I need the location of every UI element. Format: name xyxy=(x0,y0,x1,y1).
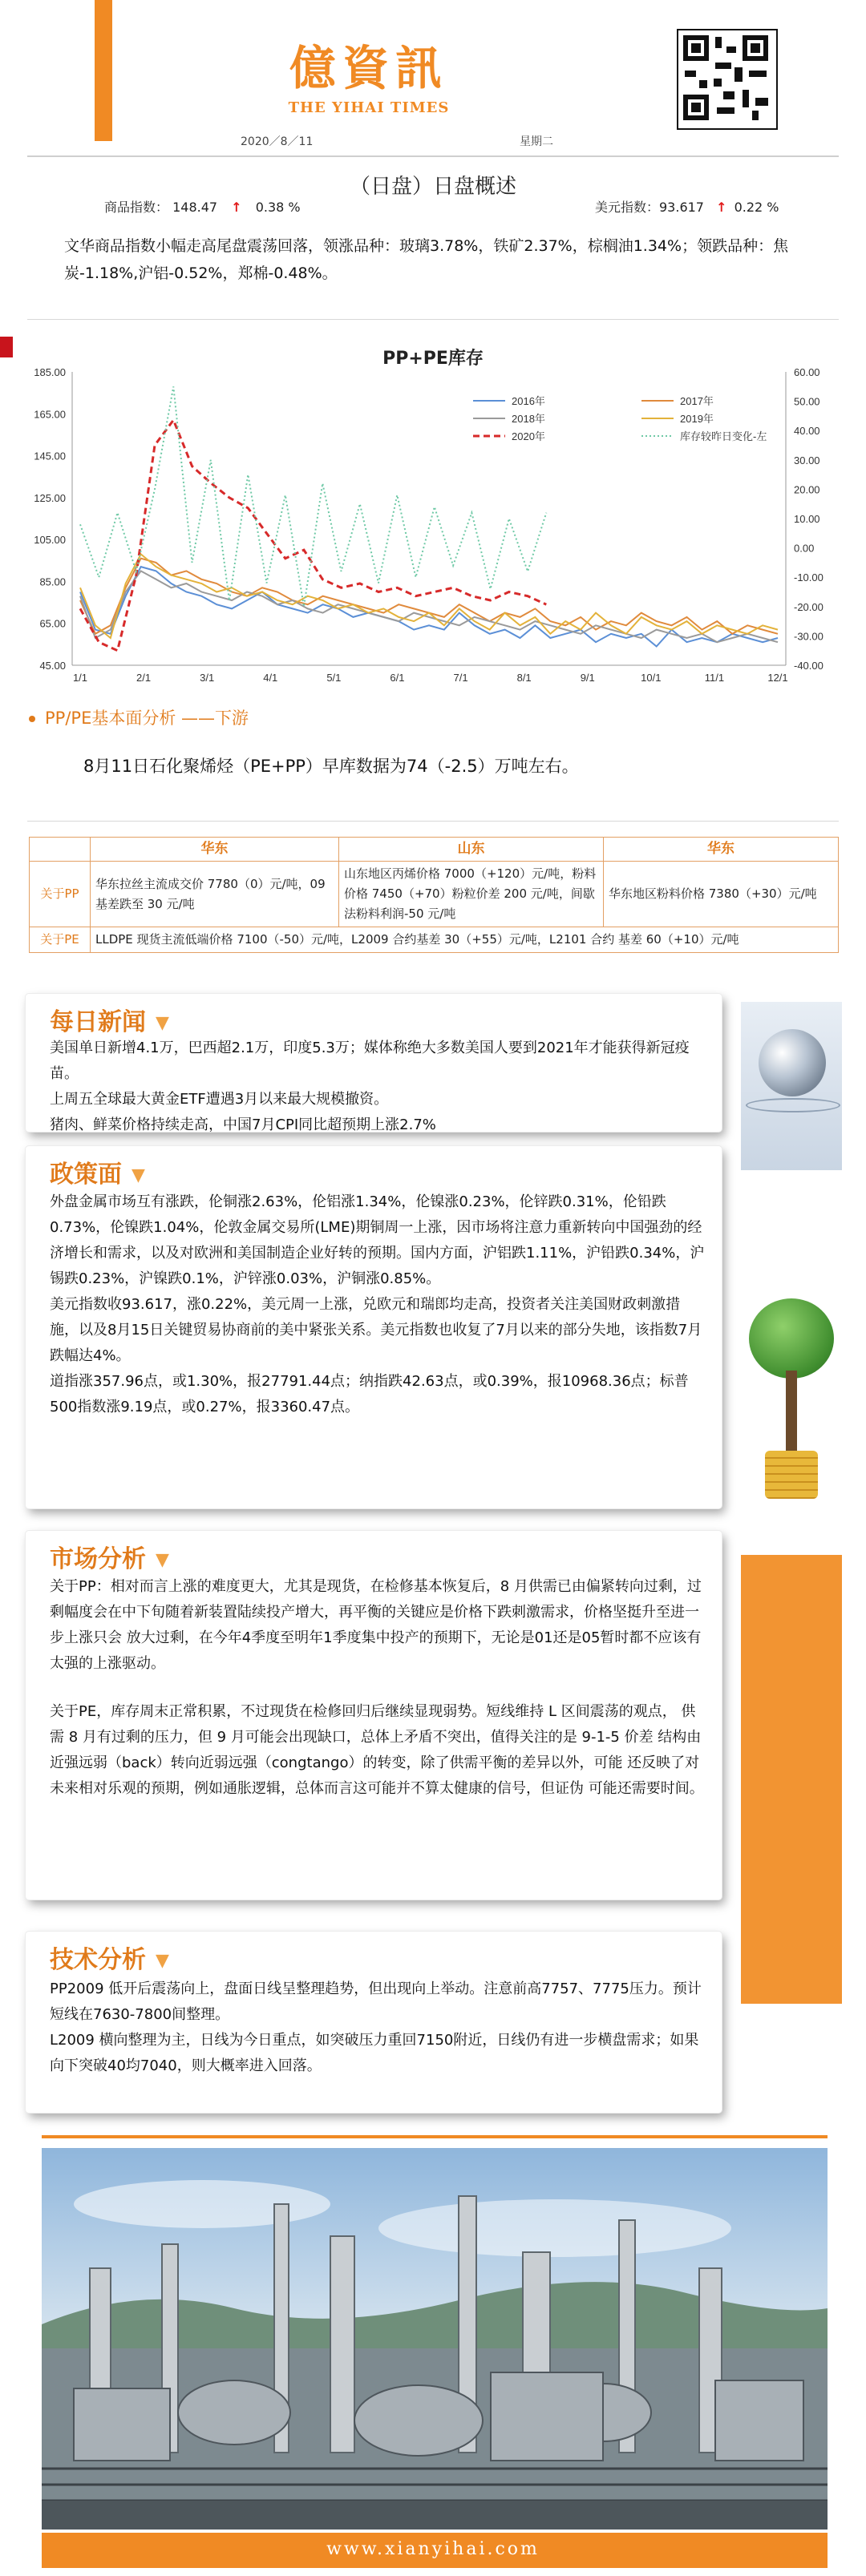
daily-news-body xyxy=(50,1036,707,1132)
footer-rule xyxy=(42,2135,828,2138)
y-tick-label-left: 65.00 xyxy=(39,617,66,630)
region-header: 山东 xyxy=(339,838,604,862)
y-tick-label-left: 125.00 xyxy=(34,491,66,504)
series-line xyxy=(80,386,546,607)
x-tick-label: 10/1 xyxy=(641,672,662,684)
y-tick-label-right: -40.00 xyxy=(794,660,824,672)
news-item: 美国单日新增4.1万，巴西超2.1万，印度5.3万；媒体称绝大多数美国人要到2021年才能获得新冠疫苗。 xyxy=(50,1040,690,1082)
market-analysis-section xyxy=(26,1531,722,1900)
y-tick-label-left: 145.00 xyxy=(34,450,66,462)
policy-paragraph: 道指涨357.96点，或1.30%，报27791.44点；纳指跌42.63点，或0.39%，报10968.36点；标普500指数涨9.19点，或0.27%，报3360.47点。 xyxy=(50,1373,689,1415)
usd-index-label: 美元指数：93.617 xyxy=(595,200,704,215)
chevron-down-icon: ▼ xyxy=(156,1550,169,1570)
x-tick-label: 7/1 xyxy=(453,672,468,684)
table-cell: 山东地区丙烯价格 7000（+120）元/吨，粉料价格 7450（+70）粉粒价差 200 元/吨，间歇 法粉料利润-50 元/吨 xyxy=(339,862,604,927)
commodity-index-change: 0.38 % xyxy=(255,200,301,215)
issue-date: 2020／8／11 xyxy=(241,135,314,148)
table-header-row xyxy=(30,838,839,862)
policy-body xyxy=(50,1189,707,1420)
x-tick-label: 4/1 xyxy=(263,672,278,684)
market-analysis-body xyxy=(50,1574,707,1802)
table-cell: 华东拉丝主流成交价 7780（0）元/吨，09 基差跌至 30 元/吨 xyxy=(91,862,339,927)
legend-label: 2019年 xyxy=(680,413,714,425)
commodity-index-value: 148.47 xyxy=(172,200,218,215)
table-row xyxy=(30,927,839,953)
legend-label: 2017年 xyxy=(680,395,714,407)
refinery-photo xyxy=(42,2148,828,2530)
region-header: 华东 xyxy=(91,838,339,862)
technical-paragraph: L2009 横向整理为主，日线为今日重点，如突破压力重回7150附近，日线仍有进一步横盘需求；如果向下突破40均7040，则大概率进入回落。 xyxy=(50,2032,699,2074)
x-tick-label: 5/1 xyxy=(326,672,342,684)
x-tick-label: 1/1 xyxy=(72,672,88,684)
technical-analysis-section xyxy=(26,1932,722,2113)
daily-news-title-text: 每日新闻 xyxy=(50,1008,146,1036)
orange-sidebar-block xyxy=(741,1555,842,2004)
technical-analysis-title-text: 技术分析 xyxy=(50,1946,146,1974)
usd-index xyxy=(595,197,779,216)
chevron-down-icon: ▼ xyxy=(156,1013,169,1033)
footer xyxy=(0,2533,866,2576)
y-tick-label-right: 10.00 xyxy=(794,513,820,525)
technical-analysis-body xyxy=(50,1976,707,2079)
technical-paragraph: PP2009 低开后震荡向上，盘面日线呈整理趋势，但出现向上举动。注意前高7757、7775压力。预计短线在7630-7800间整理。 xyxy=(50,1980,702,2023)
policy-title-text: 政策面 xyxy=(50,1161,122,1189)
y-tick-label-right: -30.00 xyxy=(794,630,824,643)
policy-title xyxy=(50,1154,145,1189)
market-paragraph: 关于PP：相对而言上涨的难度更大，尤其是现货，在检修基本恢复后，8 月供需已由偏紧转向过剩，过剩幅度会在中下旬随着新装置陆续投产增大，再平衡的关键应是价格下跌刺激需求，价格坚挺升至进一步上涨只会 放大过剩，在今年4季度至明年1季度集中投产的预期下，无论是01还是05暂时都不应该有太强的上涨驱动。 xyxy=(50,1578,702,1672)
table-cell: LLDPE 现货主流低端价格 7100（-50）元/吨，L2009 合约基差 30（+55）元/吨，L2101 合约 基差 60（+10）元/吨 xyxy=(91,927,839,953)
commodity-index xyxy=(104,197,301,216)
globe-image xyxy=(741,1002,842,1170)
issue-weekday: 星期二 xyxy=(520,135,553,148)
legend-label: 库存较昨日变化-左 xyxy=(680,430,767,442)
pp-pe-heading xyxy=(29,705,249,729)
policy-paragraph: 美元指数收93.617，涨0.22%，美元周一上涨，兑欧元和瑞郎均走高，投资者关注美国财政刺激措施，以及8月15日关键贸易协商前的美中紧张关系。美元指数也收复了7月以来的部分失地，该指数7月跌幅达4%。 xyxy=(50,1296,702,1364)
daily-overview xyxy=(0,160,866,321)
row-label-pp: 关于PP xyxy=(30,862,91,927)
legend-label: 2016年 xyxy=(512,395,545,407)
news-item: 上周五全球最大黄金ETF遭遇3月以来最大规模撤资。 xyxy=(50,1091,389,1108)
y-tick-label-left: 45.00 xyxy=(39,660,66,672)
legend-label: 2020年 xyxy=(512,430,545,442)
refinery-illustration xyxy=(42,2148,828,2530)
table-cell: 华东地区粉料价格 7380（+30）元/吨 xyxy=(604,862,839,927)
overview-divider xyxy=(27,319,839,320)
logo xyxy=(241,40,497,116)
pp-pe-divider xyxy=(27,821,839,822)
y-tick-label-left: 165.00 xyxy=(34,408,66,421)
logo-chinese: 億資訊 xyxy=(289,41,448,95)
x-tick-label: 11/1 xyxy=(704,672,725,684)
region-header: 华东 xyxy=(604,838,839,862)
usd-index-change: 0.22 % xyxy=(734,200,779,215)
chart-title: PP+PE库存 xyxy=(382,349,484,369)
y-tick-label-right: 0.00 xyxy=(794,542,815,555)
qr-code-icon xyxy=(677,29,778,130)
up-arrow-icon: ↑ xyxy=(716,200,727,215)
overview-title: （日盘）日盘概述 xyxy=(349,175,516,199)
overview-text: 文华商品指数小幅走高尾盘震荡回落，领涨品种：玻璃3.78%，铁矿2.37%，棕榈油1.34%；领跌品种：焦炭-1.18%,沪铝-0.52%，郑棉-0.48%。 xyxy=(64,237,789,282)
daily-news-section xyxy=(26,994,722,1132)
x-tick-label: 3/1 xyxy=(200,672,215,684)
series-line xyxy=(80,420,546,651)
up-arrow-icon: ↑ xyxy=(231,200,242,215)
y-tick-label-left: 105.00 xyxy=(34,534,66,547)
legend-label: 2018年 xyxy=(512,413,545,425)
pp-pe-heading-text: PP/PE基本面分析 ——下游 xyxy=(45,709,249,728)
x-tick-label: 6/1 xyxy=(390,672,405,684)
table-corner xyxy=(30,838,91,862)
commodity-index-label: 商品指数： xyxy=(104,200,169,215)
dot-icon xyxy=(29,716,35,722)
y-tick-label-left: 185.00 xyxy=(34,366,66,378)
y-tick-label-right: 30.00 xyxy=(794,454,820,466)
masthead-divider xyxy=(27,155,839,157)
market-analysis-title xyxy=(50,1539,169,1574)
y-tick-label-right: 40.00 xyxy=(794,425,820,438)
technical-analysis-title xyxy=(50,1940,169,1975)
x-tick-label: 12/1 xyxy=(767,672,788,684)
market-analysis-title-text: 市场分析 xyxy=(50,1545,146,1573)
news-item: 猪肉、鲜菜价格持续走高，中国7月CPI同比超预期上涨2.7% xyxy=(50,1116,436,1132)
table-row xyxy=(30,862,839,927)
market-paragraph: 关于PE，库存周末正常积累，不过现货在检修回归后继续显现弱势。短线维持 L 区间震荡的观点， 供需 8 月有过剩的压力，但 9 月可能会出现缺口，总体上矛盾不突出，值得关注的是 9-1-5 价差 结构由近强远弱（back）转向近弱远强（congtango）的转变，除了供需平衡的差异以外，可能 还反映了对未来相对乐观的预期，例如通胀逻辑，总体而言这可能并不算太健康的信号，但证伪 可能还需要时间。 xyxy=(50,1703,704,1797)
policy-section xyxy=(26,1146,722,1508)
y-tick-label-right: 20.00 xyxy=(794,483,820,496)
price-table xyxy=(29,837,839,953)
inventory-line-chart xyxy=(0,353,866,689)
daily-news-title xyxy=(50,1002,169,1037)
y-tick-label-right: 50.00 xyxy=(794,395,820,408)
masthead-orange-strip xyxy=(95,0,112,141)
policy-paragraph: 外盘金属市场互有涨跌，伦铜涨2.63%，伦铝涨1.34%，伦镍涨0.23%，伦锌跌0.31%，伦铅跌0.73%，伦镍跌1.04%，伦敦金属交易所(LME)期铜周一上涨，因市场将注意力重新转向中国强劲的经济增长和需求，以及对欧洲和美国制造企业好转的预期。国内方面，沪铝跌1.11%，沪铅跌0.34%，沪锡跌0.23%，沪镍跌0.1%，沪锌涨0.03%，沪铜涨0.85%。 xyxy=(50,1193,705,1287)
logo-english: THE YIHAI TIMES xyxy=(288,99,450,116)
x-tick-label: 9/1 xyxy=(580,672,595,684)
money-tree-image xyxy=(741,1202,842,1555)
y-tick-label-right: -10.00 xyxy=(794,571,824,584)
row-label-pe: 关于PE xyxy=(30,927,91,953)
chevron-down-icon: ▼ xyxy=(156,1951,169,1971)
masthead xyxy=(0,0,866,157)
x-tick-label: 8/1 xyxy=(516,672,532,684)
website-link[interactable]: www.xianyihai.com xyxy=(326,2539,540,2559)
y-tick-label-right: -20.00 xyxy=(794,600,824,613)
series-line xyxy=(80,559,778,634)
chevron-down-icon: ▼ xyxy=(132,1165,145,1185)
y-tick-label-right: 60.00 xyxy=(794,366,820,378)
pp-pe-inventory-text: 8月11日石化聚烯烃（PE+PP）早库数据为74（-2.5）万吨左右。 xyxy=(83,757,579,776)
y-tick-label-left: 85.00 xyxy=(39,575,66,588)
x-tick-label: 2/1 xyxy=(136,672,152,684)
